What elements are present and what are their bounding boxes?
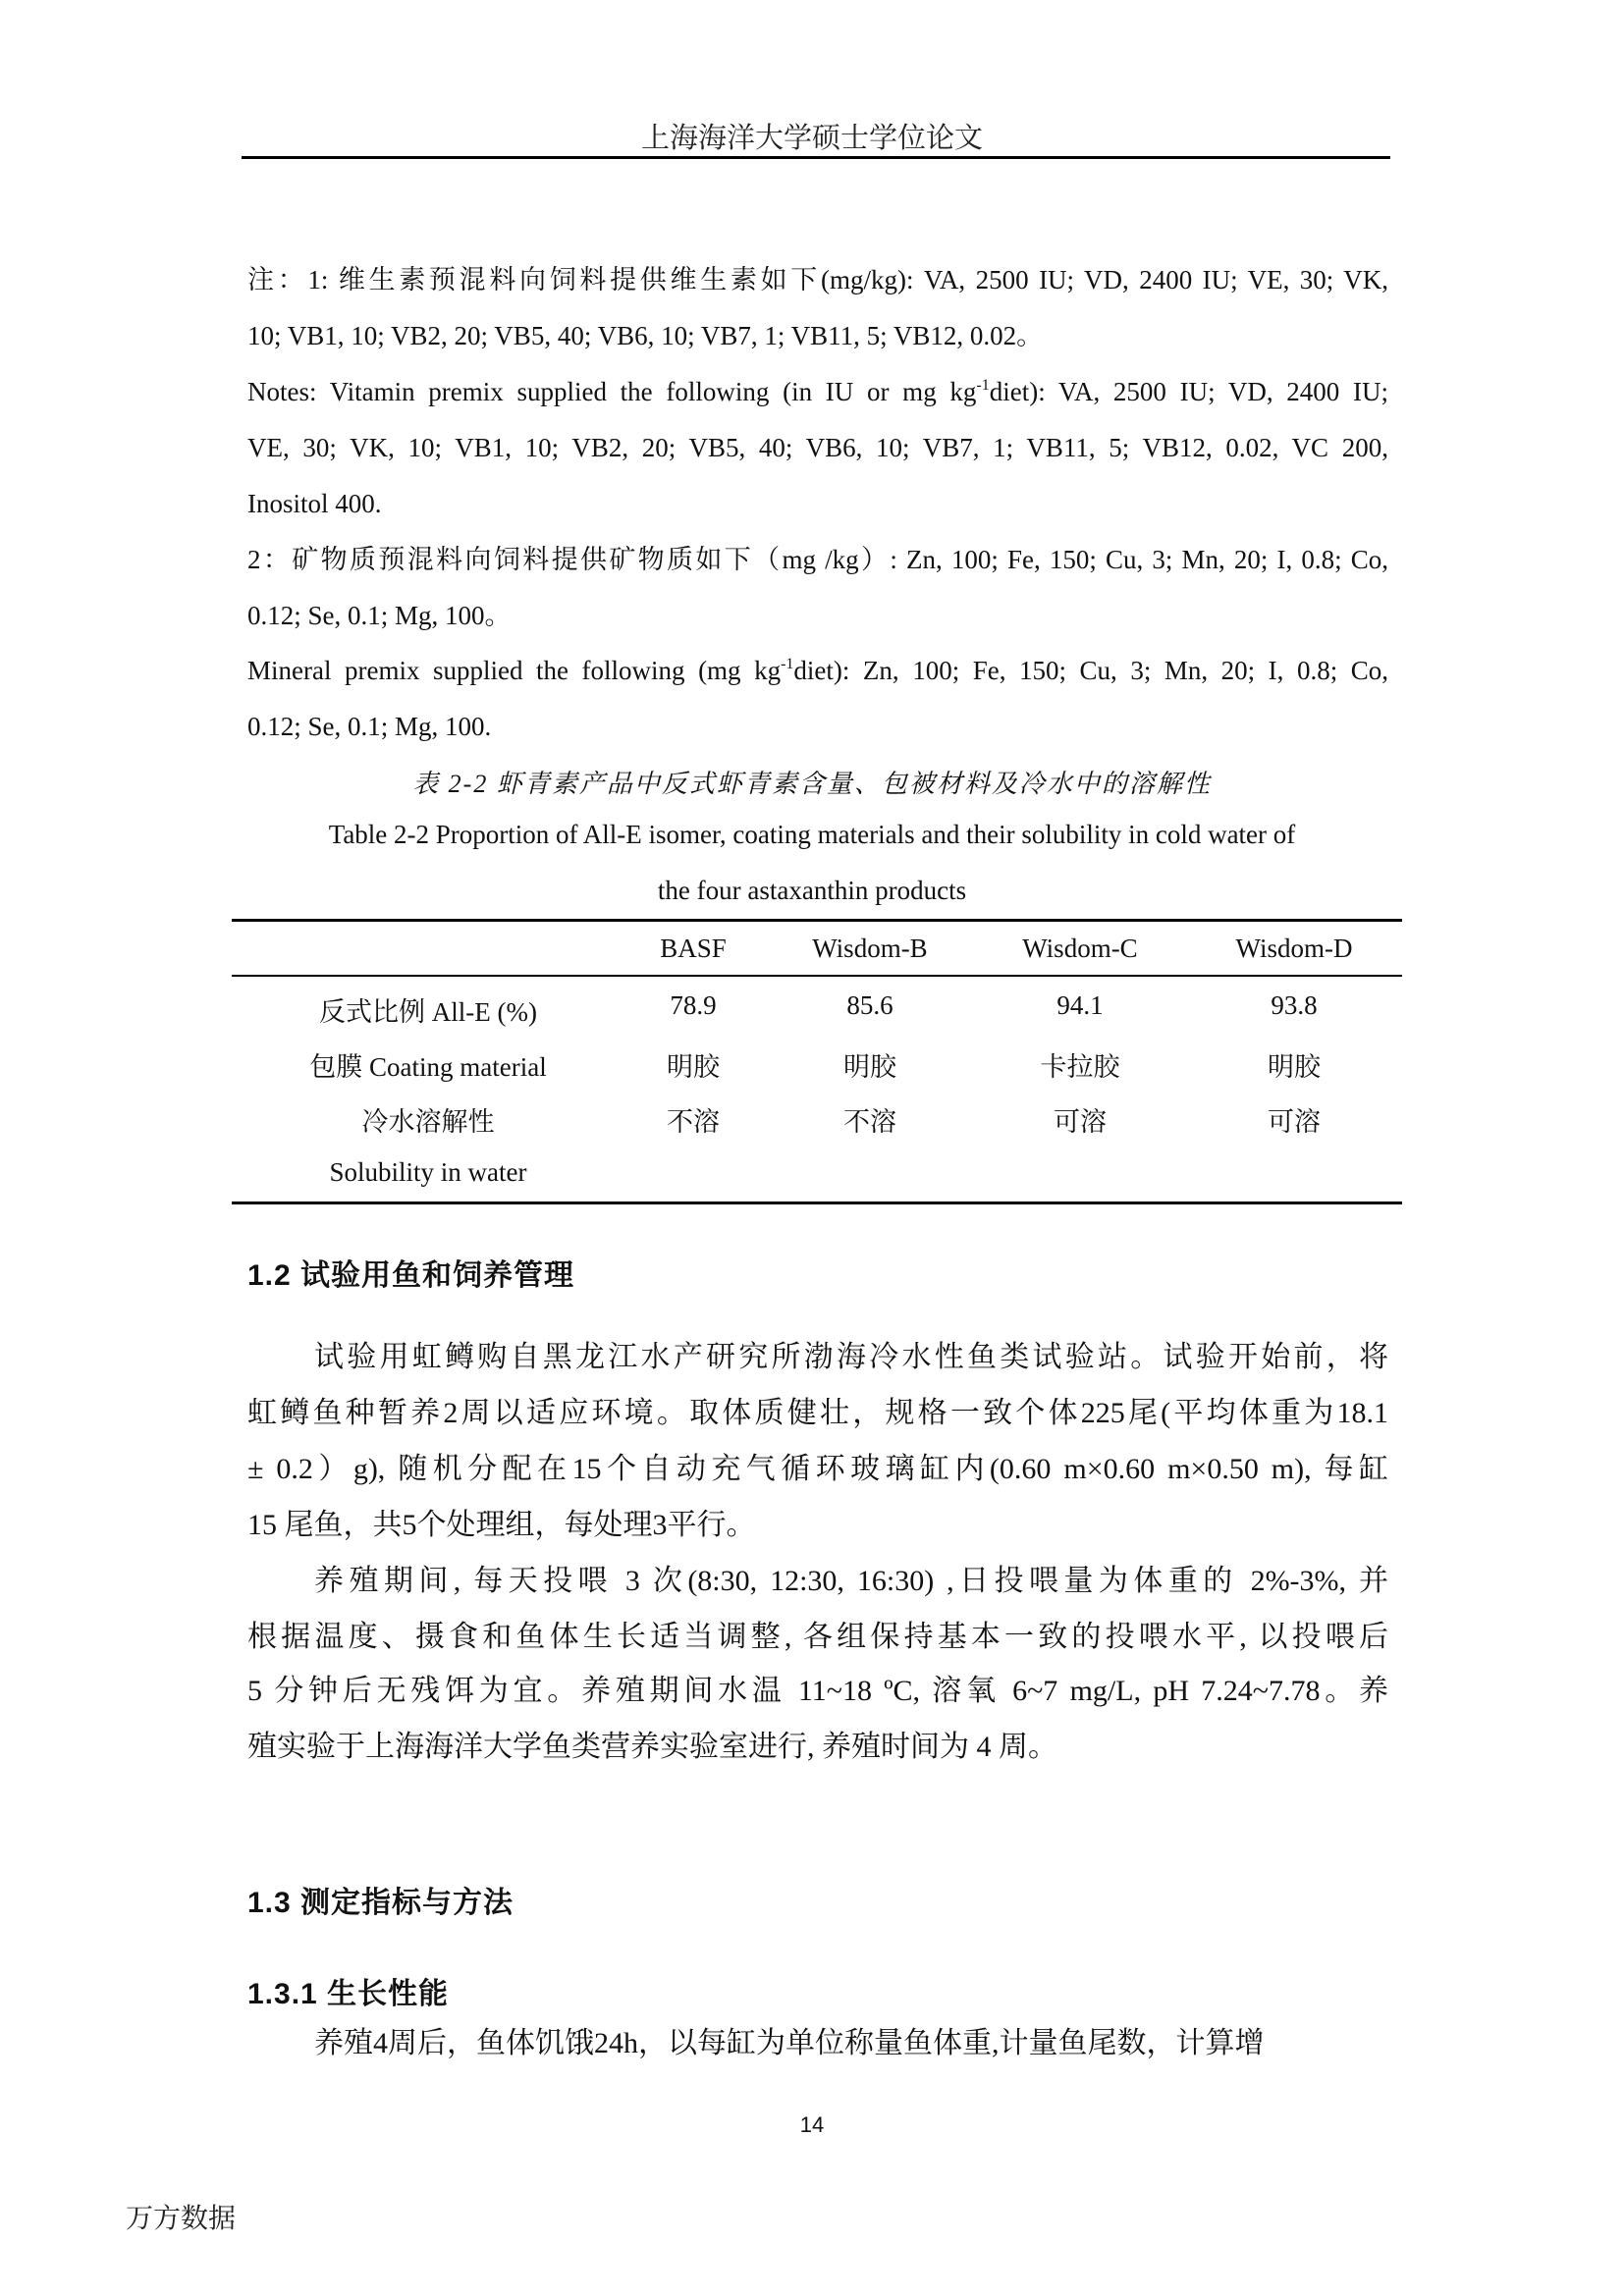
paragraph-line: ± 0.2）g), 随机分配在15个自动充气循环玻璃缸内(0.60 m×0.60 m×0.50 m), 每缸 [247, 1453, 1388, 1485]
superscript: -1 [781, 656, 794, 672]
note-mineral-en-line-1 [247, 654, 1388, 687]
note-vitamin-en-text: Notes: Vitamin premix supplied the following (in IU or mg kg [247, 377, 977, 406]
paragraph-line: 养殖4周后，鱼体饥饿24h，以每缸为单位称量鱼体重,计量鱼尾数，计算增 [314, 2027, 1265, 2059]
note-mineral-en-tail: diet): Zn, 100; Fe, 150; Cu, 3; Mn, 20; I, 0.8; Co, [793, 656, 1388, 685]
table-cell: 卡拉胶 [1040, 1052, 1120, 1082]
row-label: 冷水溶解性 [361, 1107, 495, 1137]
section-heading-1-3: 1.3 测定指标与方法 [247, 1887, 514, 1919]
paragraph-line: 15 尾鱼，共5个处理组，每处理3平行。 [247, 1509, 756, 1541]
note-vitamin-en-line-2: VE, 30; VK, 10; VB1, 10; VB2, 20; VB5, 40; VB6, 10; VB7, 1; VB11, 5; VB12, 0.02, VC 200, [247, 433, 1388, 462]
row-label: 包膜 Coating material [309, 1052, 547, 1082]
note-mineral-cn-line-2: 0.12; Se, 0.1; Mg, 100。 [247, 601, 512, 630]
note-vitamin-en-tail: diet): VA, 2500 IU; VD, 2400 IU; [989, 377, 1388, 406]
table-cell: 78.9 [670, 990, 717, 1020]
note-vitamin-cn-line-1: 注：1: 维生素预混料向饲料提供维生素如下(mg/kg): VA, 2500 IU; VD, 2400 IU; VE, 30; VK, [247, 265, 1388, 294]
paragraph-line: 殖实验于上海海洋大学鱼类营养实验室进行, 养殖时间为 4 周。 [247, 1731, 1057, 1763]
row-label: Solubility in water [329, 1157, 527, 1187]
watermark: 万方数据 [126, 2204, 237, 2234]
row-label: 反式比例 All-E (%) [319, 997, 537, 1027]
table-bottom-rule [232, 1201, 1402, 1204]
table-cell: 85.6 [846, 990, 893, 1020]
table-cell: 明胶 [667, 1052, 720, 1082]
table-cell: 明胶 [843, 1052, 896, 1082]
note-mineral-en-text: Mineral premix supplied the following (mg kg [247, 656, 782, 685]
table-caption-en-line-2: the four astaxanthin products [657, 876, 967, 905]
table-caption-cn: 表 2-2 虾青素产品中反式虾青素含量、包被材料及冷水中的溶解性 [412, 770, 1212, 798]
paragraph-line: 试验用虹鳟购自黑龙江水产研究所渤海冷水性鱼类试验站。试验开始前，将 [314, 1341, 1388, 1373]
page-number: 14 [799, 2112, 825, 2137]
note-vitamin-en-line-1 [247, 375, 1388, 408]
table-cell: 93.8 [1271, 990, 1318, 1020]
note-mineral-cn-line-1: 2：矿物质预混料向饲料提供矿物质如下（mg /kg）: Zn, 100; Fe, 150; Cu, 3; Mn, 20; I, 0.8; Co, [247, 545, 1388, 574]
table-caption-en-line-1: Table 2-2 Proportion of All-E isomer, coating materials and their solubility in cold water of [328, 820, 1296, 849]
table-cell: 可溶 [1054, 1107, 1107, 1137]
superscript: -1 [976, 377, 990, 394]
paragraph-line: 5 分钟后无残饵为宜。养殖期间水温 11~18 ºC, 溶氧 6~7 mg/L, pH 7.24~7.78。养 [247, 1675, 1388, 1707]
table-cell: 94.1 [1056, 990, 1104, 1020]
note-vitamin-en-line-3: Inositol 400. [247, 489, 382, 518]
section-heading-1-2: 1.2 试验用鱼和饲养管理 [247, 1259, 575, 1292]
table-cell: 明胶 [1268, 1052, 1321, 1082]
table-top-rule [232, 919, 1402, 922]
paragraph-line: 根据温度、摄食和鱼体生长适当调整, 各组保持基本一致的投喂水平, 以投喂后 [247, 1621, 1388, 1653]
header-cell-wisdom-c: Wisdom-C [1022, 934, 1138, 963]
paragraph-line: 虹鳟鱼种暂养2周以适应环境。取体质健壮，规格一致个体225尾(平均体重为18.1 [247, 1397, 1388, 1429]
header-cell-wisdom-d: Wisdom-D [1235, 934, 1353, 963]
table-cell: 可溶 [1268, 1107, 1321, 1137]
table-header-rule [232, 975, 1402, 977]
header-rule [242, 156, 1390, 159]
table-cell: 不溶 [667, 1107, 720, 1137]
subsection-heading-1-3-1: 1.3.1 生长性能 [247, 1978, 450, 2010]
note-vitamin-cn-line-2: 10; VB1, 10; VB2, 20; VB5, 40; VB6, 10; VB7, 1; VB11, 5; VB12, 0.02。 [247, 321, 1044, 350]
header-cell-basf: BASF [660, 934, 727, 963]
table-cell: 不溶 [843, 1107, 896, 1137]
header-cell-wisdom-b: Wisdom-B [812, 934, 928, 963]
paragraph-line: 养殖期间, 每天投喂 3 次(8:30, 12:30, 16:30) ,日投喂量为体重的 2%-3%, 并 [314, 1565, 1388, 1597]
running-header-title: 上海海洋大学硕士学位论文 [640, 123, 983, 154]
note-mineral-en-line-2: 0.12; Se, 0.1; Mg, 100. [247, 712, 492, 741]
